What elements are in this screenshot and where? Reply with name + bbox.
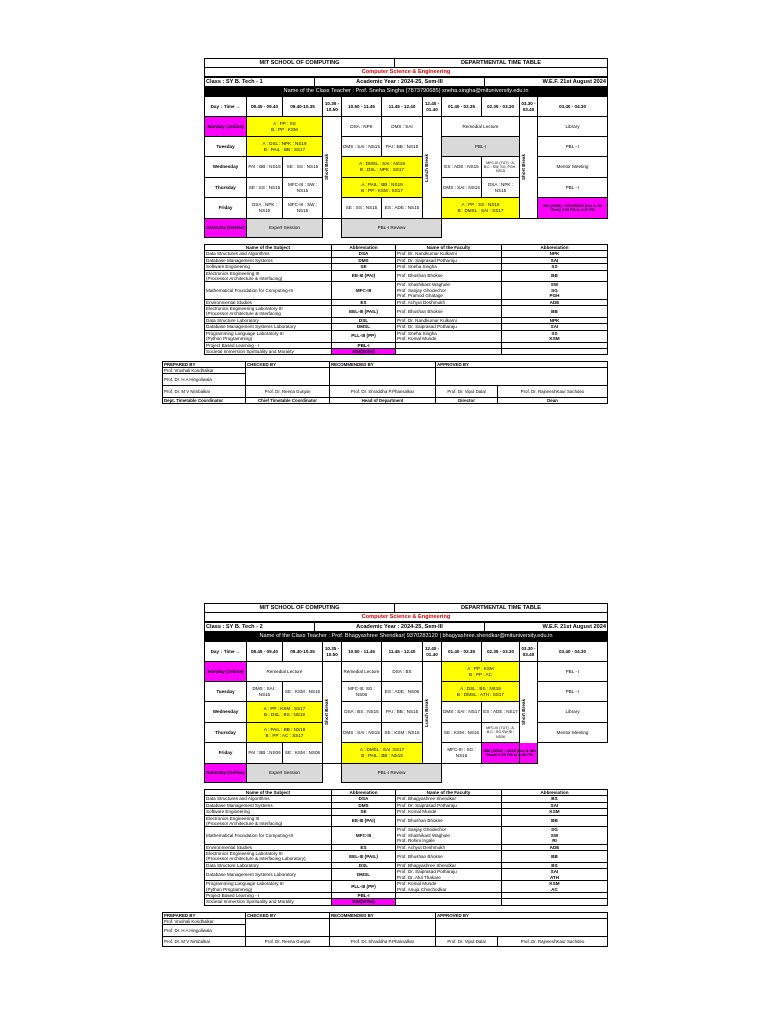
subject-row — [205, 306, 608, 318]
class-name: Class : SY B. Tech - 2 — [205, 623, 315, 632]
subject-head: Name of the Faculty — [396, 790, 502, 796]
faculty-abbr: BS — [502, 796, 608, 802]
subject-abbr: ES — [332, 299, 396, 305]
slot-cell: DMS : SAI : NS15 — [247, 682, 283, 702]
sign-name: Prof. Dr. Vipul Dalal — [436, 936, 498, 946]
faculty-abbr: SAI — [502, 257, 608, 263]
slot-cell: A : PP : SS : NS19 B : DMSL : SAI : SS17 — [442, 198, 520, 219]
subject-table — [204, 244, 608, 355]
faculty-name: Prof. Komal Munde — [396, 809, 502, 815]
sign-role: Director — [436, 398, 498, 404]
subject-name: Software Engineering — [205, 264, 332, 270]
day-saturday: Saturday (Online) — [205, 764, 247, 783]
dept-name: Computer Science & Engineering — [205, 68, 608, 77]
slot-cell: SE : KSM : NS15 — [283, 682, 323, 702]
subject-name: Environmental Studies — [205, 299, 332, 305]
slot-cell: DMS : SAI — [382, 117, 423, 137]
subject-abbr: DMS — [332, 257, 396, 263]
slot-cell: MFC-III (TUT) : A, B,C : SG,SW,RI : NS06 — [482, 723, 520, 743]
short-break-label: Short Break — [324, 699, 329, 726]
subject-name: Mathematical Foundation for Computing-III — [205, 827, 332, 844]
slot-cell: A : DMSL : SAI : NS19 B : DSL : NPK : SS17 — [342, 157, 423, 178]
faculty-abbr: SAI — [502, 802, 608, 808]
faculty-name: Prof. Bhushan Bhokse — [396, 306, 502, 318]
slot-cell: PBL - I — [538, 137, 608, 157]
timetable-sheet-1 — [164, 58, 607, 404]
short-break-label: Short Break — [521, 154, 526, 181]
subject-name: Programming Language Laboratory III (Python Programming) — [205, 330, 332, 342]
faculty-abbr: SS — [502, 264, 608, 270]
subject-row — [205, 869, 608, 881]
subject-row — [205, 282, 608, 299]
day-wednesday: Wednesday — [205, 157, 247, 178]
time-slot: 03.30 - 03.40 — [520, 642, 538, 662]
faculty-name: Prof. Sneha Singha — [396, 264, 502, 270]
subject-row — [205, 881, 608, 893]
subject-name: Data Structure Laboratory — [205, 317, 332, 323]
subject-head: Abbreviation — [502, 790, 608, 796]
day-thursday: Thursday — [205, 723, 247, 743]
faculty-name: Prof. Dr. Nandkumar Kulkarni — [396, 317, 502, 323]
slot-cell: PAI : BB : NS15 — [382, 702, 423, 723]
time-slot: 09.40-10.35 — [283, 97, 323, 117]
subject-name: Database Management Systems — [205, 802, 332, 808]
sign-prepared-name: Prof. Dr. M V Nimbalkar — [163, 386, 246, 398]
subject-abbr: EEL-III (PAIL) — [332, 306, 396, 318]
faculty-name: Prof. Bhushan Bhokse — [396, 270, 502, 282]
subject-name: Electronics Engineering III (Processor Architecture & Interfacing) — [205, 815, 332, 827]
slot-cell: ES : ADE : NS15 — [442, 157, 482, 178]
slot-cell: DMS : SAI : NS17 — [442, 702, 482, 723]
slot-cell: A : PP : KSM : SS17 B : DSL : BS : NS19 — [247, 702, 323, 723]
subject-head: Abbreviation — [332, 245, 396, 251]
subject-abbr: DSA — [332, 796, 396, 802]
day-wednesday: Wednesday — [205, 702, 247, 723]
slot-cell: DMS : SAI : NS15 — [442, 178, 482, 198]
timetable-sheet-2 — [164, 603, 607, 947]
slot-cell: MFC-III : SW : NS15 — [283, 178, 323, 198]
time-slot: 01.40 - 02.35 — [442, 97, 482, 117]
subject-name: Database Management Systems — [205, 257, 332, 263]
sign-head: RECOMMENDED BY — [330, 912, 436, 918]
slot-cell: A : PP : KSM B : PP : AC — [442, 662, 520, 682]
subject-name: Data Structures and Algorithms — [205, 251, 332, 257]
slot-cell: Library — [538, 117, 608, 137]
schedule-table — [204, 96, 608, 238]
sign-head: PREPARED BY — [163, 912, 246, 918]
subject-head: Abbreviation — [502, 245, 608, 251]
subject-name: Project Based Learning - I — [205, 892, 332, 898]
faculty-abbr — [502, 348, 608, 354]
day-saturday: Saturday (Online) — [205, 219, 247, 238]
faculty-abbr: SAI ATH — [502, 869, 608, 881]
wef-date: W.E.F. 21st August 2024 — [485, 78, 608, 87]
faculty-name: Prof. Dr. Saiprasad Potharaju — [396, 324, 502, 330]
subject-name: Software Engineering — [205, 809, 332, 815]
subject-head: Name of the Faculty — [396, 245, 502, 251]
subject-head: Name of the Subject — [205, 790, 332, 796]
slot-cell: A : PAIL : BB : NS19 B : PP : KSM : SS17 — [342, 178, 423, 198]
sign-role: Dept. Timetable Coordinator — [163, 398, 246, 404]
faculty-name: Prof. Achyut Deshmukh — [396, 299, 502, 305]
subject-row — [205, 270, 608, 282]
sign-head: APPROVED BY — [436, 912, 608, 918]
subject-name: Data Structure Laboratory — [205, 862, 332, 868]
sign-prepared-name: Prof. Dr. H A Hingoliwala — [163, 374, 246, 386]
time-slot: 03.40 - 04.30 — [538, 642, 608, 662]
dept-timetable: DEPARTMENTAL TIME TABLE — [395, 59, 608, 68]
faculty-name: Prof. Dr. Nandkumar Kulkarni — [396, 251, 502, 257]
class-table — [204, 77, 608, 96]
slot-cell: DSA : NPK : NS15 — [247, 198, 283, 219]
subject-table — [204, 789, 608, 906]
faculty-abbr: BB — [502, 270, 608, 282]
slot-cell: DMS : SAI : NS15 — [342, 137, 382, 157]
sign-role: Head of Department — [330, 398, 436, 404]
sign-name: Prof. Dr. RajneeshKaur Sachdeo — [498, 936, 608, 946]
time-slot: 02.35 - 03.30 — [482, 97, 520, 117]
time-slot: 10.50 - 11.45 — [342, 97, 382, 117]
time-slot: 12.40 - 01.40 — [423, 642, 442, 662]
subject-abbr: PLL-III (PP) — [332, 330, 396, 342]
slot-cell: SE : SS : NS15 — [342, 198, 382, 219]
sign-head: PREPARED BY — [163, 362, 246, 368]
subject-abbr: EE-III (PAI) — [332, 270, 396, 282]
time-slot: 09.40-10.35 — [283, 642, 323, 662]
faculty-abbr: SW SG PGH — [502, 282, 608, 299]
faculty-abbr: SAI — [502, 324, 608, 330]
slot-cell: SE : KSM : NS06 — [283, 743, 323, 764]
subject-abbr: PBL-I — [332, 342, 396, 348]
sign-head: APPROVED BY — [436, 362, 608, 368]
slot-cell: PBL - I — [538, 178, 608, 198]
sign-head: RECOMMENDED BY — [330, 362, 436, 368]
subject-name: Environmental Studies — [205, 844, 332, 850]
time-slot: 10.50 - 11.45 — [342, 642, 382, 662]
faculty-abbr: ADE — [502, 844, 608, 850]
sign-role: Dean — [498, 398, 608, 404]
sign-role: Chief Timetable Coordinator — [246, 398, 330, 404]
subject-name: Societal Immersion Spirituality and Morality — [205, 899, 332, 905]
school-name: MIT SCHOOL OF COMPUTING — [205, 604, 395, 613]
faculty-abbr: BB — [502, 306, 608, 318]
faculty-name: Prof. Komal Munde Prof. Anuja Chinchodkar — [396, 881, 502, 893]
time-slot: 10.35 - 10.50 — [323, 642, 342, 662]
wef-date: W.E.F. 21st August 2024 — [485, 623, 608, 632]
slot-cell: Library — [538, 702, 608, 723]
slot-cell: Remedial Lecture — [342, 662, 382, 682]
sign-name: Prof. Dr. RajneeshKaur Sachdeo — [498, 386, 608, 398]
dept-timetable: DEPARTMENTAL TIME TABLE — [395, 604, 608, 613]
time-slot: 12.40 - 01.40 — [423, 97, 442, 117]
time-head-day: Day ↓ Time → — [205, 642, 247, 662]
slot-cell: PAI : BB : NS15 — [247, 157, 283, 178]
subject-abbr: DSA — [332, 251, 396, 257]
signature-table — [162, 912, 608, 947]
sign-name: Prof. Dr. Reena Gunjan — [246, 386, 330, 398]
slot-cell: PBL - I — [538, 662, 608, 682]
subject-abbr: DSL — [332, 317, 396, 323]
sign-name: Prof. Dr. Vipul Dalal — [436, 386, 498, 398]
subject-abbr: SE — [332, 264, 396, 270]
slot-cell: Expert Session — [247, 764, 323, 783]
sign-prepared-name: Prof. Vrushali Kondhalkar — [163, 368, 246, 374]
class-table — [204, 622, 608, 641]
academic-year: Academic Year : 2024-25, Sem-III — [315, 78, 485, 87]
lunch-break-label: Lunch Break — [424, 153, 429, 182]
slot-cell: Mentor Meeting — [538, 157, 608, 178]
faculty-abbr: ADE — [502, 299, 608, 305]
faculty-name: Prof. Sanjay Ghodechor Prof. Shashikant Waghule Prof. Rohini Ingale — [396, 827, 502, 844]
subject-abbr: SIM(SISM) — [332, 899, 396, 905]
slot-cell: DSA : BS : NS15 — [342, 702, 382, 723]
subject-name: Programming Language Laboratory III (Python Programming) — [205, 881, 332, 893]
faculty-name: Prof. Dr. Saiprasad Potharaju — [396, 802, 502, 808]
slot-cell: ES : ADE : NS06 — [382, 682, 423, 702]
sign-prepared-name: Prof. Dr. H A Hingoliwala — [163, 924, 246, 936]
slot-cell: A : PP : SS B : PP : KSM — [247, 117, 323, 137]
faculty-name: Prof. Dr. Saiprasad Potharaju Prof. Dr. Atul Thakare — [396, 869, 502, 881]
subject-abbr: DMS — [332, 802, 396, 808]
slot-cell: A : DSL : BS : NS19 B : DMSL : ATH : SS17 — [442, 682, 520, 702]
dept-name: Computer Science & Engineering — [205, 613, 608, 622]
slot-cell: A : DSL : NPK : NS19 B : PAIL : BB : SS17 — [247, 137, 323, 157]
subject-name: Database Management Systems Laboratory — [205, 869, 332, 881]
day-friday: Friday — [205, 198, 247, 219]
subject-row — [205, 899, 608, 905]
subject-rows — [205, 251, 608, 355]
faculty-abbr: NPK — [502, 251, 608, 257]
faculty-name: Prof. Bhagyashree Shendkar — [396, 796, 502, 802]
slot-cell: Expert Session — [247, 219, 323, 238]
header-table — [204, 58, 608, 77]
faculty-abbr: SS KSM — [502, 330, 608, 342]
sign-name: Prof. Dr. Shraddha P.Phansalkar — [330, 936, 436, 946]
subject-abbr: PLL-III (PP) — [332, 881, 396, 893]
subject-row — [205, 827, 608, 844]
time-slot: 03.40 - 04.30 — [538, 97, 608, 117]
sign-head: CHECKED BY — [246, 362, 330, 368]
slot-cell: SIM (SISM) : NS15/NS25 (2nd & 4th Week) 3:00 PM to 4:30 PM — [538, 198, 608, 219]
faculty-name: Prof. Bhushan Bhokse — [396, 851, 502, 863]
subject-row — [205, 330, 608, 342]
faculty-name: Prof. Sneha Singha Prof. Komal Munde — [396, 330, 502, 342]
slot-cell: SE : KSM : NS15 — [382, 723, 423, 743]
slot-cell: PAI : BB : NS06 — [247, 743, 283, 764]
subject-abbr: MFC-III — [332, 282, 396, 299]
subject-name: Societal Immersion Spirituality and Morality — [205, 348, 332, 354]
faculty-name — [396, 899, 502, 905]
time-slot: 02.35 - 03.30 — [482, 642, 520, 662]
faculty-name: Prof. Bhushan Bhokse — [396, 815, 502, 827]
subject-rows — [205, 796, 608, 905]
day-monday: Monday (Online) — [205, 662, 247, 682]
faculty-abbr: KSM AC — [502, 881, 608, 893]
slot-cell: DMS : SAI : NS15 — [342, 723, 382, 743]
sign-prepared-name: Prof. Vrushali Kondhalkar — [163, 918, 246, 924]
subject-abbr: ES — [332, 844, 396, 850]
subject-name: Database Management Systems Laboratory — [205, 324, 332, 330]
slot-cell: SIM (SISM) : NS15 (2nd & 4th Week) 3:30 PM to 4:30 PM — [482, 743, 538, 764]
slot-cell: Remedial Lecture — [247, 662, 323, 682]
time-slot: 10.35 - 10.50 — [323, 97, 342, 117]
class-teacher: Name of the Class Teacher : Prof. Bhagyashree Shendkar( 9370283120 | bhagyashree.shendkar@mituniversity.edu.in — [205, 632, 608, 641]
time-slot: 11.45 - 12.40 — [382, 97, 423, 117]
time-slot: 03.30 - 03.40 — [520, 97, 538, 117]
faculty-name — [396, 348, 502, 354]
subject-abbr: DMSL — [332, 324, 396, 330]
subject-name: Mathematical Foundation for Computing-III — [205, 282, 332, 299]
day-tuesday: Tuesday — [205, 682, 247, 702]
slot-cell: MFC-III: SG : NS06 — [342, 682, 382, 702]
faculty-abbr — [502, 899, 608, 905]
slot-cell: DSA : NPK : NS15 — [482, 178, 520, 198]
time-slot: 11.45 - 12.40 — [382, 642, 423, 662]
slot-cell: DSA : BS — [382, 662, 423, 682]
subject-head: Name of the Subject — [205, 245, 332, 251]
faculty-abbr: BB — [502, 815, 608, 827]
class-teacher: Name of the Class Teacher : Prof. Sneha Singha (7873790685) sneha.singha@mituniversity.edu.in — [205, 87, 608, 96]
subject-abbr: MFC-III — [332, 827, 396, 844]
slot-cell: Remedial Lecture — [442, 117, 520, 137]
day-monday: Monday (Online) — [205, 117, 247, 137]
faculty-name: Prof. Bhagyashree Shendkar — [396, 862, 502, 868]
faculty-name: Prof. Dr. Saiprasad Potharaju — [396, 257, 502, 263]
slot-cell: A : DMSL : SAI :SS17 B : PAIL : BB : NS19 — [342, 743, 423, 764]
faculty-abbr: BS — [502, 862, 608, 868]
slot-cell: SE : SS : NS15 — [283, 157, 323, 178]
subject-abbr: EE-III (PAI) — [332, 815, 396, 827]
sign-name: Prof. Dr. Shraddha P.Phansalkar — [330, 386, 436, 398]
slot-cell: MFC-III : SW : NS15 — [283, 198, 323, 219]
faculty-abbr: BB — [502, 851, 608, 863]
time-head-day: Day ↓ Time → — [205, 97, 247, 117]
subject-abbr: SE — [332, 809, 396, 815]
slot-cell: PBL-I Review — [342, 219, 442, 238]
sign-prepared-name: Prof. Dr. M V Nimbalkar — [163, 936, 246, 946]
slot-cell: PBL-I Review — [342, 764, 442, 783]
day-friday: Friday — [205, 743, 247, 764]
subject-abbr: EEL-III (PAIL) — [332, 851, 396, 863]
slot-cell: MFC-III : SG : NS15 — [442, 743, 482, 764]
time-slot: 01.40 - 02.35 — [442, 642, 482, 662]
slot-cell: MFC-III (TUT) : A, B,C : SW, SG, PGH : NS15 — [482, 157, 520, 178]
short-break-label: Short Break — [521, 699, 526, 726]
faculty-abbr: KSM — [502, 809, 608, 815]
subject-row — [205, 815, 608, 827]
time-slot: 08.45 - 09.40 — [247, 97, 283, 117]
subject-head: Abbreviation — [332, 790, 396, 796]
time-slot: 08.45 - 09.40 — [247, 642, 283, 662]
slot-cell: PBL - I — [538, 682, 608, 702]
slot-cell: SE : KSM : NS15 — [442, 723, 482, 743]
signature-table — [162, 361, 608, 404]
subject-name: Project Based Learning - I — [205, 342, 332, 348]
faculty-name: Prof. Achyut Deshmukh — [396, 844, 502, 850]
subject-abbr: SIM(SISM) — [332, 348, 396, 354]
subject-row — [205, 348, 608, 354]
faculty-abbr: SG SW RI — [502, 827, 608, 844]
slot-cell: PBL-I — [442, 137, 520, 157]
slot-cell: Mentor Meeting — [538, 723, 608, 743]
academic-year: Academic Year : 2024-25, Sem-III — [315, 623, 485, 632]
day-tuesday: Tuesday — [205, 137, 247, 157]
subject-name: Electronics Engineering III (Processor Architecture & Interfacing) — [205, 270, 332, 282]
class-name: Class : SY B. Tech - 1 — [205, 78, 315, 87]
slot-cell: ES : ADE : NS17 — [482, 702, 520, 723]
sign-head: CHECKED BY — [246, 912, 330, 918]
short-break-label: Short Break — [324, 154, 329, 181]
lunch-break-label: Lunch Break — [424, 698, 429, 727]
header-table — [204, 603, 608, 622]
schedule-table — [204, 641, 608, 783]
slot-cell: A : PAIL : BB : NS19 B : PP : AC : SS17 — [247, 723, 323, 743]
faculty-name: Prof. Shashikant Waghule Prof. Sanjay Ghodechor Prof. Pramod Ghatage — [396, 282, 502, 299]
subject-abbr: DSL — [332, 862, 396, 868]
slot-cell: DSA : NPK — [342, 117, 382, 137]
subject-abbr: DMSL — [332, 869, 396, 881]
subject-name: Data Structures and Algorithms — [205, 796, 332, 802]
slot-cell: SE : SS : NS15 — [247, 178, 283, 198]
subject-abbr: PBL-I — [332, 892, 396, 898]
subject-name: Electronics Engineering Laboratory III (Processor Architecture & Interfacing — [205, 306, 332, 318]
subject-name: Electronics Engineering Laboratory III (Processor Architecture & Interfacing Laboratory) — [205, 851, 332, 863]
day-thursday: Thursday — [205, 178, 247, 198]
sign-name: Prof. Dr. Reena Gunjan — [246, 936, 330, 946]
school-name: MIT SCHOOL OF COMPUTING — [205, 59, 395, 68]
subject-row — [205, 851, 608, 863]
slot-cell: PAI : BB : NS15 — [382, 137, 423, 157]
faculty-abbr: NPK — [502, 317, 608, 323]
slot-cell: ES : ADE : NS15 — [382, 198, 423, 219]
